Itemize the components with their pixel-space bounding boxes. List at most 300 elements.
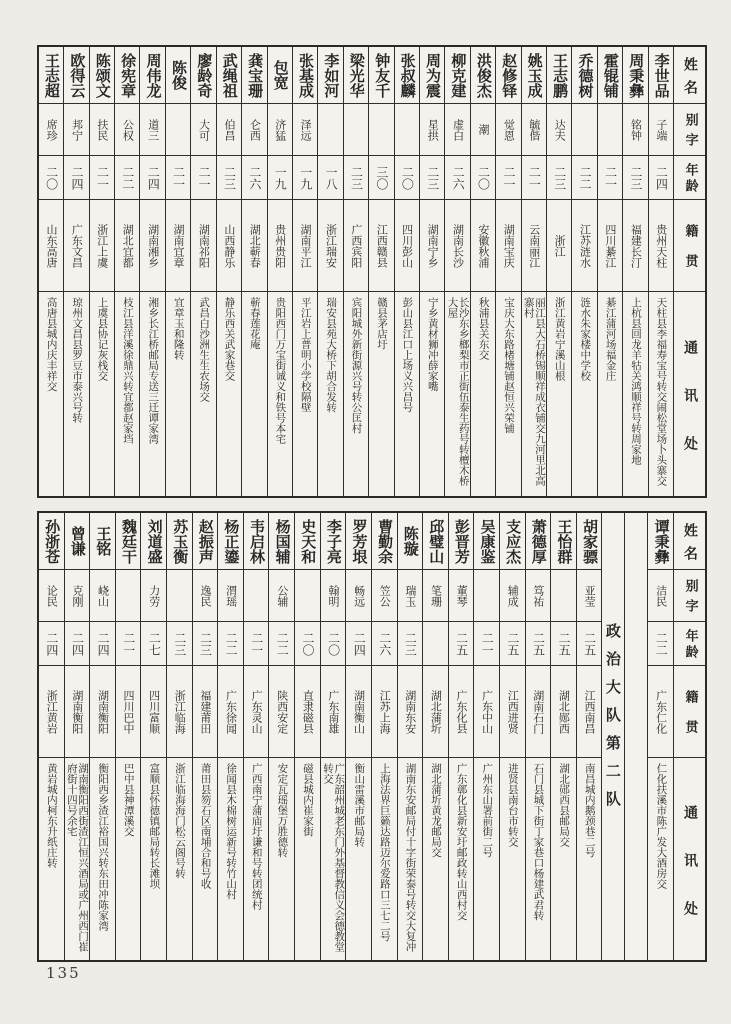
native-place: 湖南衡山 [346,666,371,758]
age-value: 二四 [64,156,88,200]
person-column [496,47,521,496]
native-place: 湖南长沙 [445,200,469,292]
age-value: 二六 [445,156,469,200]
person-column [244,513,270,960]
header-courtesy-name: 别字 [674,570,705,622]
person-column [64,47,89,496]
person-column [474,513,500,960]
header-courtesy-name: 别字 [674,104,705,156]
person-column [526,513,552,960]
person-column [522,47,547,496]
age-value: 二四 [90,622,115,666]
age-value: 二〇 [395,156,419,200]
age-value: 二一 [244,622,269,666]
courtesy-name: 虚白 [445,104,469,156]
native-place: 湖南湘乡 [140,200,164,292]
person-name: 张叔麟 [395,47,419,104]
person-name: 武绳祖 [217,47,241,104]
unit-label-column [602,513,648,960]
native-place: 浙江 [547,200,571,292]
contact-address: 湖北蒲圻黄龙邮局交 [430,763,443,858]
person-name: 韦启林 [244,513,269,570]
person-name: 赵振声 [193,513,218,570]
courtesy-name [395,104,419,156]
person-name: 曹勤余 [372,513,397,570]
native-place: 浙江上虞 [90,200,114,292]
person-name: 周伟龙 [140,47,164,104]
age-value: 二二 [572,156,596,200]
age-value [423,622,448,666]
person-name: 李如河 [318,47,342,104]
courtesy-name: 亚莹 [577,570,602,622]
courtesy-name: 泽远 [293,104,317,156]
native-place: 江西进贤 [500,666,525,758]
header-address: 通讯处 [681,804,698,949]
contact-address: 富顺县怀德镇邮局转长滩坝 [148,763,161,889]
row-header-column [674,513,705,960]
native-place: 广东文昌 [64,200,88,292]
contact-address: 上虞县协记灰栈交 [96,297,109,381]
person-column [218,513,244,960]
person-column [398,513,424,960]
contact-address: 宁乡黄材狮冲薛家嘴 [426,297,439,392]
native-place: 湖北郧西 [551,666,576,758]
contact-address: 宜章玉和隆转 [172,297,185,360]
contact-address: 莆田县笏石区南埔合和号收 [199,763,212,889]
courtesy-name: 大可 [191,104,215,156]
native-place: 四川富顺 [141,666,166,758]
age-value: 二四 [346,622,371,666]
person-name: 陈璇 [398,513,423,570]
person-name: 周秉彝 [623,47,647,104]
person-column [372,513,398,960]
contact-address: 湘乡长江桥邮局专送三迁谭家湾 [147,297,160,444]
contact-address: 广西南宁蒲庙圩谦和号转团统村 [250,763,263,910]
header-name: 姓名 [674,513,705,570]
person-column [39,513,65,960]
courtesy-name: 仑西 [242,104,266,156]
native-place: 山东高唐 [39,200,63,292]
contact-address: 涟水朱家楼中学校 [579,297,592,381]
contact-address: 广东韶州城老东门外基督教信义会德教堂转交 [321,763,346,952]
person-name: 王铭 [90,513,115,570]
native-place: 湖南东安 [398,666,423,758]
person-name: 杨正鎏 [218,513,243,570]
person-column [423,513,449,960]
age-value: 二三 [193,622,218,666]
person-column [141,513,167,960]
contact-address: 天柱县李福寿宝号转交闹松堂场卜头寨交 [655,297,668,486]
person-column [116,513,142,960]
contact-address: 广东鄣化县新安圩邮政转山西村交 [455,763,468,921]
age-value: 二六 [372,622,397,666]
age-value: 一八 [318,156,342,200]
age-value: 二〇 [295,622,320,666]
person-column [269,513,295,960]
courtesy-name: 畅远 [346,570,371,622]
age-value: 二七 [141,622,166,666]
header-age: 年龄 [674,156,705,200]
courtesy-name [344,104,368,156]
person-name: 吴康鉴 [474,513,499,570]
courtesy-name: 洁民 [648,570,673,622]
person-column [577,513,603,960]
person-name: 王怡群 [551,513,576,570]
courtesy-name [167,570,192,622]
native-place: 广东灵山 [244,666,269,758]
courtesy-name: 济猛 [268,104,292,156]
header-address: 通讯处 [681,339,698,484]
age-value: 二四 [39,622,64,666]
header-name: 姓名 [674,47,705,104]
person-name: 乔德树 [572,47,596,104]
courtesy-name: 铭钟 [623,104,647,156]
person-name: 柳克建 [445,47,469,104]
age-value: 二三 [217,156,241,200]
native-place: 广东南雄 [321,666,346,758]
person-name: 杨国辅 [269,513,294,570]
contact-address: 蕲春莲花庵 [248,297,261,350]
person-name: 王志鹏 [547,47,571,104]
contact-address: 湖南衡阳西街渣江恒兴酒局或广州西门崔府街十四号余宅 [65,763,90,952]
courtesy-name: 逸民 [193,570,218,622]
unit-label: 政治大队第二队 [602,513,625,960]
native-place: 江西赣县 [369,200,393,292]
person-column [649,47,674,496]
contact-address: 高唐县城内庆丰祥交 [45,297,58,392]
native-place: 湖北蒲圻 [423,666,448,758]
native-place: 福建莆田 [193,666,218,758]
contact-address: 静乐西关武家巷交 [223,297,236,381]
native-place: 浙江临海 [167,666,192,758]
courtesy-name: 公权 [115,104,139,156]
person-name: 曾谦 [65,513,90,570]
courtesy-name [318,104,342,156]
person-column [242,47,267,496]
courtesy-name: 邦宁 [64,104,88,156]
person-column [39,47,64,496]
courtesy-name: 伯昌 [217,104,241,156]
contact-address: 南昌城内鹅颈巷二号 [583,763,596,858]
person-column [140,47,165,496]
native-place: 湖北宜都 [115,200,139,292]
native-place: 四川彭山 [395,200,419,292]
contact-address: 浙江黄岩宁溪山根 [553,297,566,381]
age-value: 二三 [398,622,423,666]
age-value: 一九 [268,156,292,200]
person-column [191,47,216,496]
person-column [369,47,394,496]
age-value: 二一 [191,156,215,200]
age-value: 二四 [65,622,90,666]
person-name: 陈俊 [166,47,190,104]
contact-address: 巴中县神潭溪交 [122,763,135,837]
age-value: 二〇 [471,156,495,200]
courtesy-name: 笔珊 [423,570,448,622]
person-column [217,47,242,496]
person-name: 彭晋芳 [449,513,474,570]
courtesy-name: 笃祐 [526,570,551,622]
courtesy-name: 力劳 [141,570,166,622]
person-name: 龚宝珊 [242,47,266,104]
age-value: 二五 [551,622,576,666]
native-place: 直隶磁县 [295,666,320,758]
roster-table-top [37,45,707,498]
courtesy-name [369,104,393,156]
contact-address: 赣县茅店圩 [375,297,388,350]
age-value: 二一 [166,156,190,200]
person-column [65,513,91,960]
native-place: 贵州天柱 [649,200,673,292]
header-age: 年龄 [674,622,705,666]
person-name: 孙浙苍 [39,513,64,570]
person-name: 王志超 [39,47,63,104]
person-name: 周为震 [420,47,444,104]
person-column [346,513,372,960]
native-place: 四川綦江 [598,200,622,292]
courtesy-name [116,570,141,622]
person-column [445,47,470,496]
native-place: 湖南衡阳 [90,666,115,758]
native-place: 湖南宜章 [166,200,190,292]
courtesy-name: 达夫 [547,104,571,156]
contact-address: 衡阳西乡渣江裕国兴转东田冲陈家湾 [97,763,110,931]
courtesy-name: 毓偕 [522,104,546,156]
age-value: 二二 [269,622,294,666]
native-place: 贵州贵阳 [268,200,292,292]
courtesy-name: 席珍 [39,104,63,156]
courtesy-name [295,570,320,622]
person-name: 邱璧山 [423,513,448,570]
contact-address: 上杭县回龙羊牯关鸿顺祥号转周家地 [630,297,642,465]
courtesy-name: 觉恩 [496,104,520,156]
courtesy-name [551,570,576,622]
native-place: 湖南衡阳 [65,666,90,758]
contact-address: 湖南东安邮局付十字街荣泰号转交大复冲 [404,763,417,952]
native-place: 湖北蕲春 [242,200,266,292]
native-place: 浙江黄岩 [39,666,64,758]
person-name: 李子亮 [321,513,346,570]
person-name: 李世品 [649,47,673,104]
age-value: 二三 [344,156,368,200]
person-column [395,47,420,496]
person-name: 徐宪章 [115,47,139,104]
courtesy-name: 渭瑶 [218,570,243,622]
native-place: 江苏上海 [372,666,397,758]
person-column [167,513,193,960]
native-place: 湖南平江 [293,200,317,292]
contact-address: 瑞安县苑大桥下胡合发转 [325,297,338,413]
age-value: 二一 [522,156,546,200]
person-name: 萧德厚 [526,513,551,570]
native-place: 山西静乐 [217,200,241,292]
courtesy-name [598,104,622,156]
person-name: 赵修铎 [496,47,520,104]
contact-address: 秋浦县关东交 [477,297,490,360]
contact-address: 琼州文昌县罗豆市泰兴号转 [71,297,84,423]
person-name: 史天和 [295,513,320,570]
courtesy-name: 峣山 [90,570,115,622]
person-name: 刘道盛 [141,513,166,570]
native-place: 广东化县 [449,666,474,758]
courtesy-name: 子端 [649,104,673,156]
age-value: 二〇 [321,622,346,666]
courtesy-name [244,570,269,622]
native-place: 四川巴中 [116,666,141,758]
person-name: 欧得云 [64,47,88,104]
person-name: 魏廷干 [116,513,141,570]
age-value: 二四 [649,156,673,200]
courtesy-name: 潮 [471,104,495,156]
courtesy-name: 公辅 [269,570,294,622]
contact-address: 衡山雷溪市邮局转 [353,763,366,847]
native-place: 陕西安定 [269,666,294,758]
native-place: 福建长汀 [623,200,647,292]
header-native-place: 籍贯 [674,666,705,758]
person-name: 支应杰 [500,513,525,570]
contact-address: 綦江蒲河场福金庄 [604,297,617,381]
age-value: 二五 [449,622,474,666]
courtesy-name [572,104,596,156]
person-name: 姚玉成 [522,47,546,104]
age-value: 二二 [115,156,139,200]
courtesy-name: 翰明 [321,570,346,622]
native-place: 湖南祁阳 [191,200,215,292]
person-name: 陈颂文 [90,47,114,104]
person-column [318,47,343,496]
age-value: 二五 [500,622,525,666]
contact-address: 彭山县江口上场义兴昌号 [401,297,414,413]
contact-address: 上海法界巨籁达路迈尔爱路口三七二号 [378,763,391,942]
contact-address: 进贤县南台市转交 [506,763,519,847]
native-place: 安徽秋浦 [471,200,495,292]
contact-address: 平江岩上普明小学校隔壁 [299,297,312,413]
contact-address: 石门县城下街丁家巷口杨建武君转 [532,763,545,921]
person-name: 梁光华 [344,47,368,104]
native-place: 广东仁化 [648,666,673,758]
person-name: 霍锟铺 [598,47,622,104]
native-place: 江西南昌 [577,666,602,758]
person-column [90,47,115,496]
native-place: 湖南石门 [526,666,551,758]
person-name: 廖龄奇 [191,47,215,104]
age-value: 二四 [140,156,164,200]
person-column [193,513,219,960]
person-column [598,47,623,496]
age-value: 二六 [242,156,266,200]
person-column [500,513,526,960]
person-column [166,47,191,496]
person-column [344,47,369,496]
person-column [420,47,445,496]
person-column [295,513,321,960]
courtesy-name [474,570,499,622]
courtesy-name: 道三 [140,104,164,156]
native-place: 广东中山 [474,666,499,758]
person-column [115,47,140,496]
empty-column [625,513,647,960]
age-value: 二二 [218,622,243,666]
person-name: 胡家骠 [577,513,602,570]
row-header-column [674,47,705,496]
native-place: 广东徐闻 [218,666,243,758]
contact-address: 黄岩城内柯东升纸庄转 [45,763,58,868]
person-column [572,47,597,496]
contact-address: 广州东山署前街二号 [481,763,494,858]
age-value: 二一 [474,622,499,666]
roster-table-bottom [37,511,707,962]
person-name: 张基成 [293,47,317,104]
courtesy-name: 笠公 [372,570,397,622]
header-native-place: 籍贯 [674,200,705,292]
age-value: 二一 [598,156,622,200]
person-column [268,47,293,496]
contact-address: 浙江临海海门松云阁号转 [173,763,186,879]
courtesy-name: 董琴 [449,570,474,622]
contact-address: 安定瓦瑶堡万胜德转 [276,763,289,858]
contact-address: 武昌白沙洲生生农场交 [198,297,211,402]
age-value: 二三 [547,156,571,200]
person-column [547,47,572,496]
courtesy-name: 克刚 [65,570,90,622]
age-value: 二二 [648,622,673,666]
age-value: 二一 [496,156,520,200]
age-value: 三〇 [369,156,393,200]
courtesy-name [166,104,190,156]
age-value: 一九 [293,156,317,200]
person-column [471,47,496,496]
contact-address: 丽江县大石桥锡顺祥成衣铺交九河里北高寨村 [522,297,546,486]
native-place: 浙江瑞安 [318,200,342,292]
courtesy-name: 瑞玉 [398,570,423,622]
age-value: 二〇 [39,156,63,200]
person-name: 谭秉彝 [648,513,673,570]
person-name: 罗芳垠 [346,513,371,570]
contact-address: 湖北郧西县邮局交 [558,763,571,847]
contact-address: 磁县城内崔家街 [302,763,314,837]
contact-address: 贵阳西门万宝街诚义和铁号本宅 [274,297,287,444]
age-value: 二三 [623,156,647,200]
person-column [293,47,318,496]
page-number: 135 [46,964,81,982]
native-place: 云南丽江 [522,200,546,292]
age-value: 二三 [167,622,192,666]
person-name: 包宽 [268,47,292,104]
person-column [551,513,577,960]
person-name: 苏玉衡 [167,513,192,570]
person-column [648,513,674,960]
courtesy-name: 辅成 [500,570,525,622]
native-place: 江苏涟水 [572,200,596,292]
person-column [623,47,648,496]
courtesy-name: 论民 [39,570,64,622]
native-place: 湖南宁乡 [420,200,444,292]
contact-address: 徐闻县木棉树运新号转竹山村 [225,763,238,900]
person-column [449,513,475,960]
native-place: 湖南宝庆 [496,200,520,292]
person-name: 洪俊杰 [471,47,495,104]
age-value: 二五 [526,622,551,666]
age-value: 二三 [420,156,444,200]
age-value: 二一 [90,156,114,200]
person-column [90,513,116,960]
contact-address: 长沙东乡榔梨市正街伍泰生药号转檀木桥大屋 [446,297,470,486]
age-value: 二一 [116,622,141,666]
native-place: 广西宾阳 [344,200,368,292]
person-column [321,513,347,960]
courtesy-name: 扶民 [90,104,114,156]
person-name: 钟友千 [369,47,393,104]
